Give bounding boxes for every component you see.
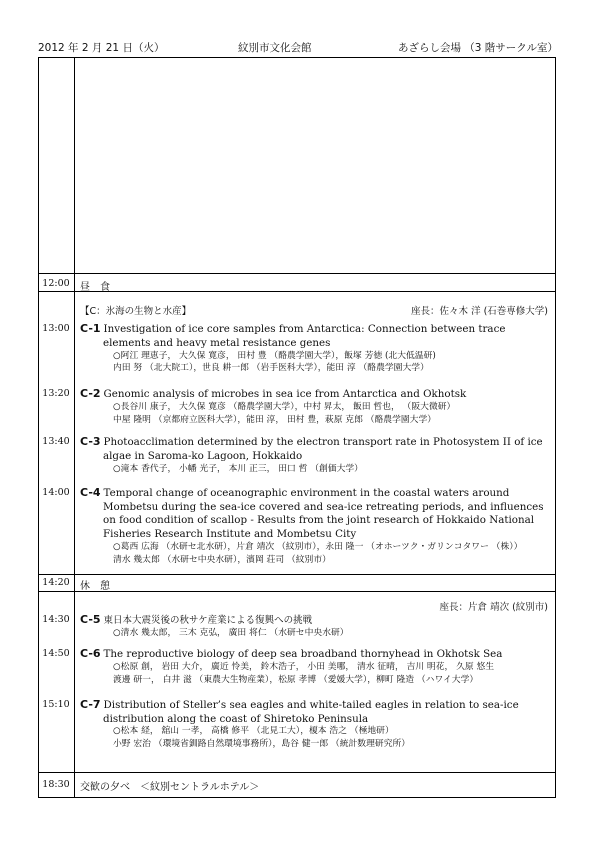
session-chair: 座長：片倉 靖次 (紋別市) bbox=[439, 602, 548, 613]
time-column-divider bbox=[74, 57, 75, 798]
talk-title: The reproductive biology of deep sea broadband thornyhead in Okhotsk Sea bbox=[103, 648, 503, 660]
divider bbox=[38, 273, 556, 274]
talk-code: C-3 bbox=[80, 435, 101, 448]
talk-authors: ○葛西 広海 （水研セ北水研），片倉 靖次 （紋別市），永田 隆一 （オホーツク・ガリンコタワー （株）） bbox=[113, 542, 523, 552]
talk-code: C-2 bbox=[80, 387, 101, 400]
talk-entry bbox=[80, 322, 552, 350]
talk-code: C-4 bbox=[80, 486, 101, 499]
session-title: 【C：氷海の生物と水産】 bbox=[80, 306, 192, 317]
talk-title: Photoacclimation determined by the electron transport rate in Photosystem II of ice algae in Saroma-ko Lagoon, Hokkaido bbox=[103, 436, 543, 462]
lunch-time: 12:00 bbox=[42, 278, 70, 289]
talk-entry bbox=[80, 647, 552, 662]
lunch-label: 昼 食 bbox=[80, 282, 110, 293]
talk-time: 14:00 bbox=[42, 487, 70, 498]
break-label: 休 憩 bbox=[80, 581, 110, 592]
talk-entry bbox=[80, 435, 552, 463]
header-room: あざらし会場 （3 階サークル室） bbox=[397, 42, 558, 54]
talk-time: 13:20 bbox=[42, 388, 70, 399]
page-header bbox=[38, 40, 558, 56]
talk-code: C-5 bbox=[80, 613, 101, 626]
talk-authors: ○長谷川 康子， 大久保 寛彦 （酪農学園大学），中村 昇太， 飯田 哲也， （阪大微研） bbox=[113, 402, 456, 412]
talk-code: C-1 bbox=[80, 322, 101, 335]
break-time: 14:20 bbox=[42, 577, 70, 588]
talk-time: 13:40 bbox=[42, 436, 70, 447]
talk-authors: 小野 宏治 （環境省釧路自然環境事務所），島谷 健一郎 （統計数理研究所） bbox=[113, 739, 411, 749]
header-date: 2012 年 2 月 21 日（火） bbox=[38, 42, 165, 54]
talk-title: 東日本大震災後の秋サケ産業による復興への挑戦 bbox=[103, 615, 313, 626]
talk-title: Investigation of ice core samples from Antarctica: Connection between trace elements and heavy metal resistance genes bbox=[103, 323, 506, 349]
talk-authors: ○松原 創， 岩田 大介， 廣近 怜美， 鈴木浩子， 小田 美哪， 清水 征晴， 吉川 明花， 久原 悠生 bbox=[113, 662, 495, 672]
talk-entry bbox=[80, 698, 552, 726]
talk-authors: 渡邊 研一， 白井 滋 （東農大生物産業），松原 孝博 （愛媛大学），柳町 隆造 （ハワイ大学） bbox=[113, 675, 479, 685]
session-chair: 座長：佐々木 洋 (石巻専修大学) bbox=[411, 306, 548, 317]
talk-authors: 中屋 隆明 （京都府立医科大学），能田 淳， 田村 豊，萩原 克郎 （酪農学園大学） bbox=[113, 415, 437, 425]
talk-authors: ○松本 経， 舘山 一孝， 高橋 修平 （北見工大），榎本 浩之 （極地研） bbox=[113, 726, 394, 736]
divider bbox=[38, 574, 556, 575]
talk-entry bbox=[80, 613, 552, 628]
talk-time: 14:30 bbox=[42, 614, 70, 625]
divider bbox=[38, 772, 556, 773]
talk-entry bbox=[80, 486, 552, 541]
talk-entry bbox=[80, 387, 552, 402]
talk-time: 13:00 bbox=[42, 323, 70, 334]
talk-authors: ○阿江 理恵子， 大久保 寛彦， 田村 豊 （酪農学園大学），飯塚 芳徳 (北大低温研) bbox=[113, 351, 436, 361]
session-header bbox=[80, 303, 552, 317]
talk-time: 14:50 bbox=[42, 648, 70, 659]
talk-code: C-6 bbox=[80, 647, 101, 660]
talk-title: Genomic analysis of microbes in sea ice from Antarctica and Okhotsk bbox=[103, 388, 467, 400]
talk-code: C-7 bbox=[80, 698, 101, 711]
dinner-label: 交歓の夕べ ＜紋別セントラルホテル＞ bbox=[80, 782, 260, 793]
talk-authors: 内田 努 （北大院工），世良 耕一郎 （岩手医科大学），能田 淳 （酪農学園大学） bbox=[113, 363, 429, 373]
talk-title: Temporal change of oceanographic environment in the coastal waters around Mombetsu during the sea-ice covered and sea-ice retreating periods, and influences on food condition of scallop - Results from the joint research of Hokkaido National Fisheries Research Institute and Mombetsu City bbox=[103, 487, 544, 540]
talk-authors: ○滝本 香代子， 小幡 光子， 本川 正三， 田口 哲 （創価大学） bbox=[113, 464, 363, 474]
talk-authors: 清水 幾太郎 （水研セ中央水研），濱岡 荘司 （紋別市） bbox=[113, 555, 331, 565]
header-venue: 紋別市文化会館 bbox=[238, 42, 312, 54]
schedule-frame bbox=[38, 57, 556, 798]
dinner-time: 18:30 bbox=[42, 779, 70, 790]
divider bbox=[38, 291, 556, 292]
talk-title: Distribution of Steller’s sea eagles and white-tailed eagles in relation to sea-ice distribution along the coast of Shiretoko Peninsula bbox=[103, 699, 519, 725]
talk-time: 15:10 bbox=[42, 699, 70, 710]
talk-authors: ○清水 幾太郎， 三木 克弘， 廣田 将仁 （水研セ中央水研） bbox=[113, 628, 349, 638]
divider bbox=[38, 591, 556, 592]
